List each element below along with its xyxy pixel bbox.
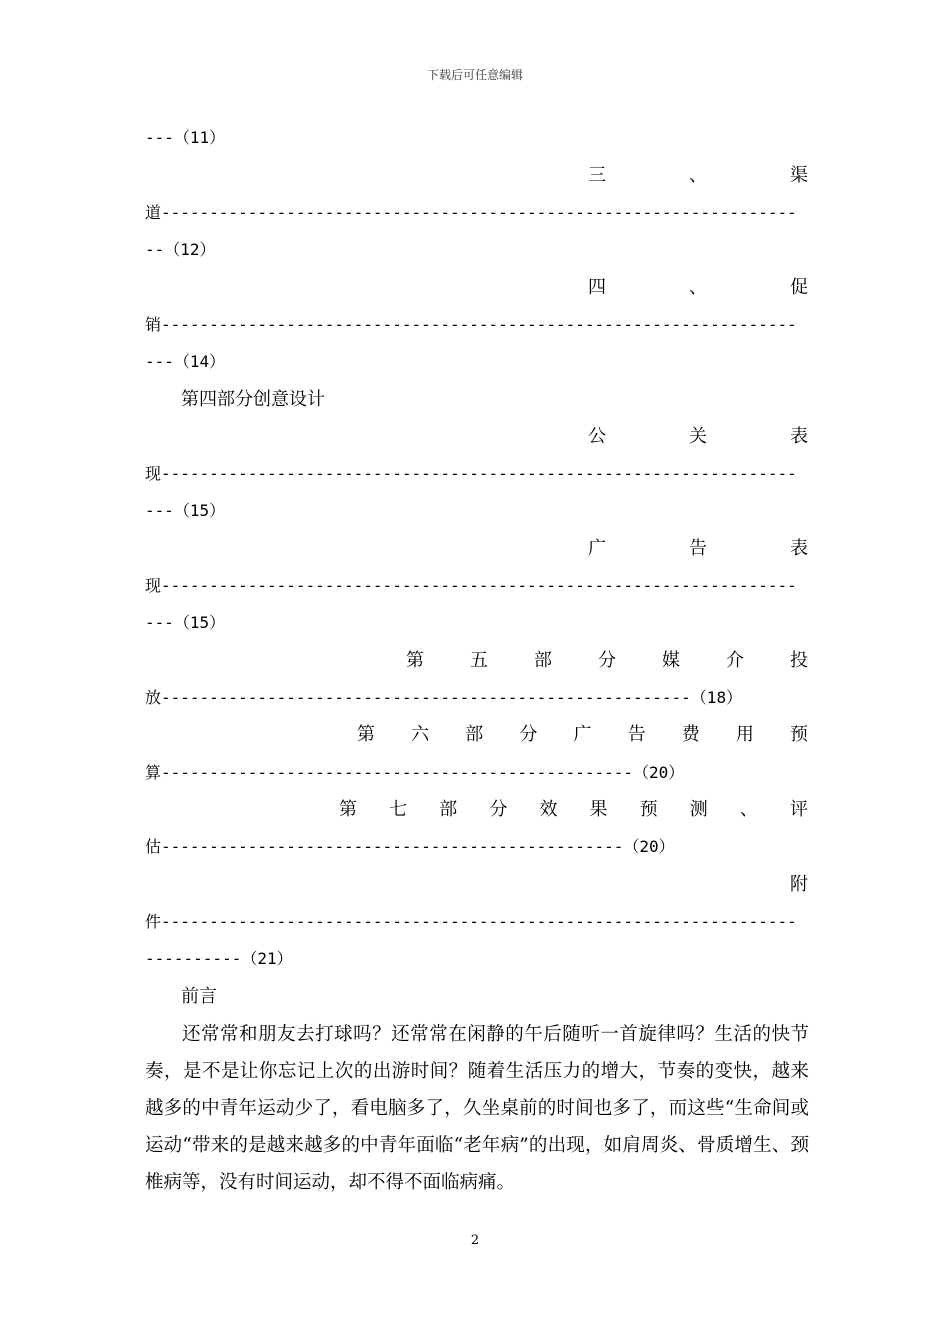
toc-char: 介: [726, 650, 744, 671]
toc-line: 估------------------------------------------------（20）: [145, 837, 675, 856]
toc-char: 、: [689, 277, 707, 298]
toc-spread-line: [339, 797, 808, 823]
toc-line: 放-------------------------------------------------------（18）: [145, 688, 743, 707]
toc-spread-line: [357, 722, 808, 748]
toc-char: 七: [389, 799, 408, 820]
toc-char: 五: [470, 650, 488, 671]
toc-spread-line: [788, 872, 808, 898]
toc-line: --（12）: [145, 240, 216, 259]
toc-line: 件------------------------------------------------------------------: [145, 912, 797, 931]
toc-char: 公: [588, 426, 606, 447]
toc-char: 、: [689, 165, 707, 186]
toc-char: 部: [439, 799, 458, 820]
toc-char: 三: [588, 165, 606, 186]
toc-line: ---（14）: [145, 352, 226, 371]
toc-line: 算-------------------------------------------------（20）: [145, 763, 685, 782]
toc-char: 、: [739, 799, 758, 820]
toc-char: 投: [790, 650, 808, 671]
toc-line: 道------------------------------------------------------------------: [145, 203, 797, 222]
toc-char: 用: [735, 724, 754, 745]
toc-char: 效: [539, 799, 558, 820]
toc-line: 现------------------------------------------------------------------: [145, 464, 797, 483]
toc-char: 预: [790, 724, 808, 745]
toc-char: 广: [588, 538, 606, 559]
toc-char: 第: [406, 650, 424, 671]
toc-char: 关: [689, 426, 707, 447]
toc-spread-line: [588, 536, 808, 562]
toc-line: ---（11）: [145, 128, 226, 147]
toc-char: 分: [489, 799, 508, 820]
toc-char: 部: [534, 650, 552, 671]
preface-body: 还常常和朋友去打球吗？还常常在闲静的午后随听一首旋律吗？生活的快节奏，是不是让你忘记上次的出游时间？随着生活压力的增大，节奏的变快，越来越多的中青年运动少了，看电脑多了，久坐桌前的时间也多了，而这些“生命间或运动“带来的是越来越多的中青年面临“老年病”的出现，如肩周炎、骨质增生、颈椎病等，没有时间运动，却不得不面临病痛。: [145, 1024, 809, 1193]
toc-char: 告: [627, 724, 646, 745]
toc-char: 促: [790, 277, 808, 298]
toc-char: 第: [339, 799, 357, 820]
toc-char: 表: [790, 426, 808, 447]
toc-char: 果: [589, 799, 608, 820]
toc-spread-line: [588, 275, 808, 301]
toc-spread-line: [588, 424, 808, 450]
toc-char: 媒: [662, 650, 680, 671]
toc-char: 分: [519, 724, 538, 745]
toc-char: 第: [357, 724, 375, 745]
toc-line: ---（15）: [145, 501, 226, 520]
toc-line: 现------------------------------------------------------------------: [145, 576, 797, 595]
toc-line: ----------（21）: [145, 949, 293, 968]
toc-spread-line: [588, 163, 808, 189]
toc-char: 分: [598, 650, 616, 671]
toc-char: 表: [790, 538, 808, 559]
toc-char: 六: [411, 724, 430, 745]
toc-char: 渠: [790, 165, 808, 186]
toc-char: 附: [790, 874, 808, 895]
toc-char: 测: [689, 799, 708, 820]
page-number: 2: [470, 1233, 480, 1248]
toc-char: 四: [588, 277, 606, 298]
toc-char: 预: [639, 799, 658, 820]
toc-char: 评: [789, 799, 808, 820]
toc-line: ---（15）: [145, 613, 226, 632]
toc-char: 费: [681, 724, 700, 745]
toc-section-heading: 第四部分创意设计: [181, 389, 325, 410]
page-header: 下载后可任意编辑: [426, 68, 523, 82]
toc-line: 销------------------------------------------------------------------: [145, 315, 797, 334]
preface-title: 前言: [181, 986, 217, 1007]
toc-spread-line: [406, 648, 808, 674]
toc-char: 广: [573, 724, 592, 745]
toc-char: 部: [465, 724, 484, 745]
toc-char: 告: [689, 538, 707, 559]
